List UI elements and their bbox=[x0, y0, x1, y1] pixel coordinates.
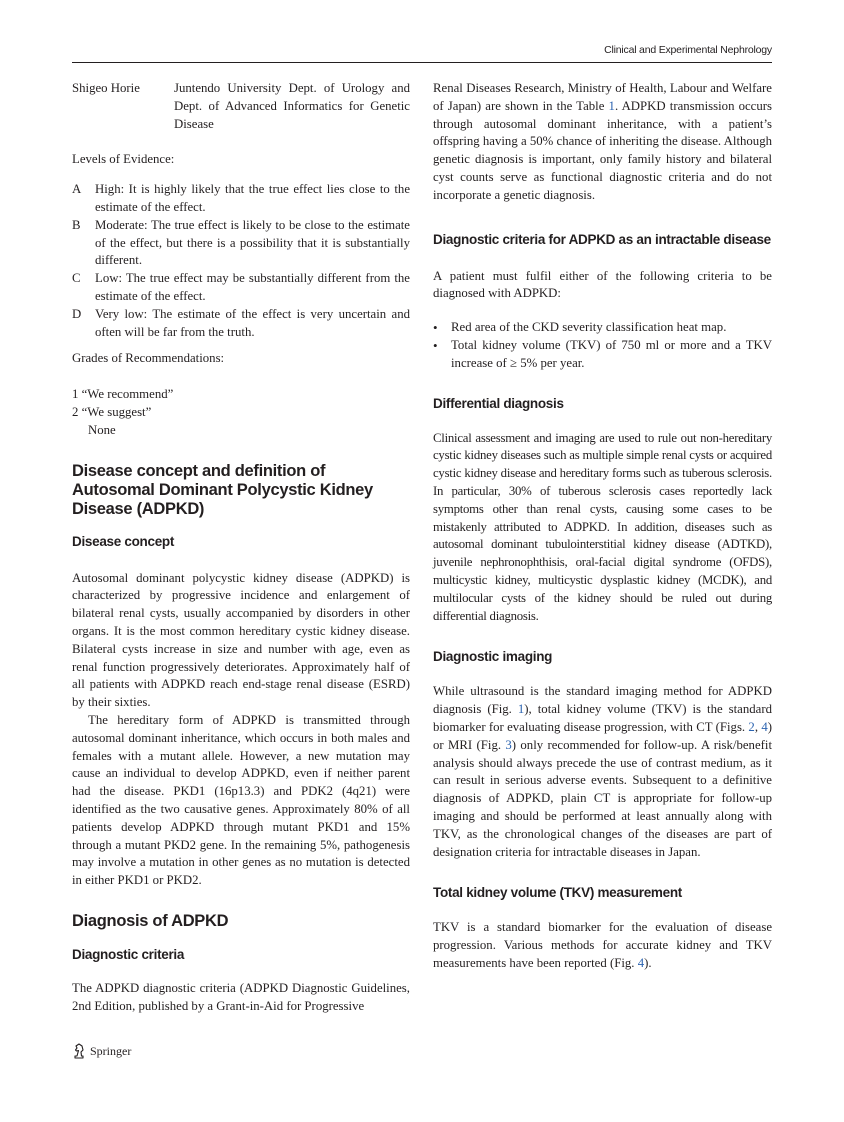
paragraph-disease-concept: Autosomal dominant polycystic kidney disease (ADPKD) is characterized by progressive incidence and enlargement of bilateral renal cysts, usually accompanied by disorders in other organs. It is the most common hereditary cystic kidney disease. Bilateral cysts increase in size and number with age, even as renal function progressively deteriorates. Approximately half of all patients with ADPKD reach end-stage renal disease (ESRD) by their sixties. bbox=[72, 570, 410, 710]
header-rule bbox=[72, 62, 772, 63]
paragraph-hereditary-form: The hereditary form of ADPKD is transmitted through autosomal dominant inheritance, which occurs in both males and females with a mutant allele. However, a new mutation may cause an individual to develop ADPKD, even if neither parent had the disease. PKD1 (16p13.3) and PDK2 (4q21) were identified as the two causative genes. Approximately 80% of all patients develop ADPKD through mutant PKD1 and 15% through a mutant PKD2 gene. In the remaining 5%, pathogenesis may involve a mutation in other genes as no mutation is detected in either PKD1 or PKD2. bbox=[72, 712, 410, 888]
right-column bbox=[433, 80, 772, 973]
bullet-icon: • bbox=[433, 320, 438, 336]
grades-title: Grades of Recommendations: bbox=[72, 351, 225, 366]
figure-reference-link[interactable]: 1 bbox=[517, 702, 525, 717]
level-item: A High: It is highly likely that the true effect lies close to the estimate of the effect. bbox=[72, 182, 410, 214]
level-item: B Moderate: The true effect is likely to be close to the estimate of the effect, but there is a possibility that it is substantially different. bbox=[72, 217, 410, 268]
journal-title: Clinical and Experimental Nephrology bbox=[604, 44, 772, 56]
figure-reference-link[interactable]: 3 bbox=[505, 737, 512, 752]
subsection-title-imaging: Diagnostic imaging bbox=[433, 649, 553, 665]
levels-list bbox=[72, 181, 410, 341]
page-footer bbox=[72, 1043, 131, 1059]
author-name: Shigeo Horie bbox=[72, 81, 140, 95]
paragraph-criteria-continued: Renal Diseases Research, Ministry of Health, Labour and Welfare of Japan) are shown in the Table 1. ADPKD transmission occurs through autosomal dominant inheritance, with a patient’s offspring having a 50% chance of inheriting the disease. Although genetic diagnosis is important, only family history and bilateral cyst counts serve as functional diagnostic criteria and do not incorporate a genetic diagnosis. bbox=[433, 81, 772, 202]
paragraph-intractable: A patient must fulfil either of the following criteria to be diagnosed with ADPKD: bbox=[433, 268, 772, 301]
paragraph-diagnostic-imaging: While ultrasound is the standard imaging method for ADPKD diagnosis (Fig. 1), total kidney volume (TKV) is the standard biomarker for evaluating disease progression, with CT (Figs. 2, 4) or MRI (Fig. 3) only recommended for follow-up. A risk/benefit analysis should always precede the use of contrast medium, as it can result in serious adverse events. Subsequent to a definitive diagnosis of ADPKD, plain CT is appropriate for follow-up imaging and should be performed at least annually along with TKV, as the chronological changes of the diseases are part of designation criteria for intractable diseases in Japan. bbox=[433, 684, 773, 859]
author-affiliation: Juntendo University Dept. of Urology and Dept. of Advanced Informatics for Genetic Disease bbox=[174, 81, 410, 131]
paragraph-differential-diagnosis: Clinical assessment and imaging are used to rule out non-hereditary cystic kidney diseases such as multiple simple renal cysts or acquired cystic kidney disease and hereditary forms such as tuberous sclerosis. In particular, 30% of tuberous sclerosis cases reportedly lack symptoms other than renal cysts, causing some cases to be mistakenly attributed to ADPKD. In addition, diseases such as autosomal dominant tubulointerstitial kidney disease (ADTKD), juvenile nephronophthisis, oral-facial digital syndrome (OFDS), multicystic kidney, multicystic dysplastic kidney (MCDK), and multilocular cysts of the kidney should be ruled out during differential diagnosis. bbox=[433, 430, 772, 623]
paragraph-tkv-measurement: TKV is a standard biomarker for the evaluation of disease progression. Various methods for accurate kidney and TKV measurements have been reported (Fig. 4). bbox=[433, 920, 772, 970]
grade-item: 2 “We suggest” bbox=[72, 404, 152, 419]
bullet-icon: • bbox=[433, 337, 438, 353]
subsection-title-disease-concept: Disease concept bbox=[72, 533, 175, 549]
criteria-bullet-list bbox=[433, 319, 772, 372]
table-reference-link[interactable]: 1 bbox=[608, 98, 615, 113]
levels-title: Levels of Evidence: bbox=[72, 152, 175, 167]
section-title-diagnosis: Diagnosis of ADPKD bbox=[72, 911, 229, 930]
figure-reference-link[interactable]: 4 bbox=[761, 719, 768, 734]
list-item: • Total kidney volume (TKV) of 750 ml or more and a TKV increase of ≥ 5% per year. bbox=[433, 337, 772, 373]
level-item: D Very low: The estimate of the effect is very uncertain and often will be far from the truth. bbox=[72, 306, 410, 339]
level-item: C Low: The true effect may be substantially different from the estimate of the effect. bbox=[72, 271, 410, 303]
subsection-title-intractable: Diagnostic criteria for ADPKD as an intractable disease bbox=[433, 231, 771, 247]
paragraph-diagnostic-criteria: The ADPKD diagnostic criteria (ADPKD Diagnostic Guidelines, 2nd Edition, published by a Grant-in-Aid for Progressive bbox=[72, 980, 410, 1013]
list-item: • Red area of the CKD severity classification heat map. bbox=[433, 320, 727, 336]
figure-reference-link[interactable]: 4 bbox=[637, 955, 645, 970]
grade-item: None bbox=[88, 422, 116, 437]
subsection-title-diagnostic-criteria: Diagnostic criteria bbox=[72, 946, 185, 962]
subsection-title-tkv: Total kidney volume (TKV) measurement bbox=[433, 885, 682, 901]
subsection-title-differential: Differential diagnosis bbox=[433, 395, 564, 411]
left-column bbox=[72, 80, 410, 1015]
grade-item: 1 “We recommend” bbox=[72, 387, 174, 402]
author-entry bbox=[72, 80, 410, 133]
section-title-disease-concept: Disease concept and definition of Autosomal Dominant Polycystic Kidney Disease (ADPKD) bbox=[72, 461, 373, 518]
figure-reference-link[interactable]: 2 bbox=[748, 719, 755, 734]
grades-list bbox=[72, 386, 410, 439]
springer-knight-icon bbox=[72, 1043, 86, 1059]
publisher-name: Springer bbox=[90, 1043, 132, 1058]
